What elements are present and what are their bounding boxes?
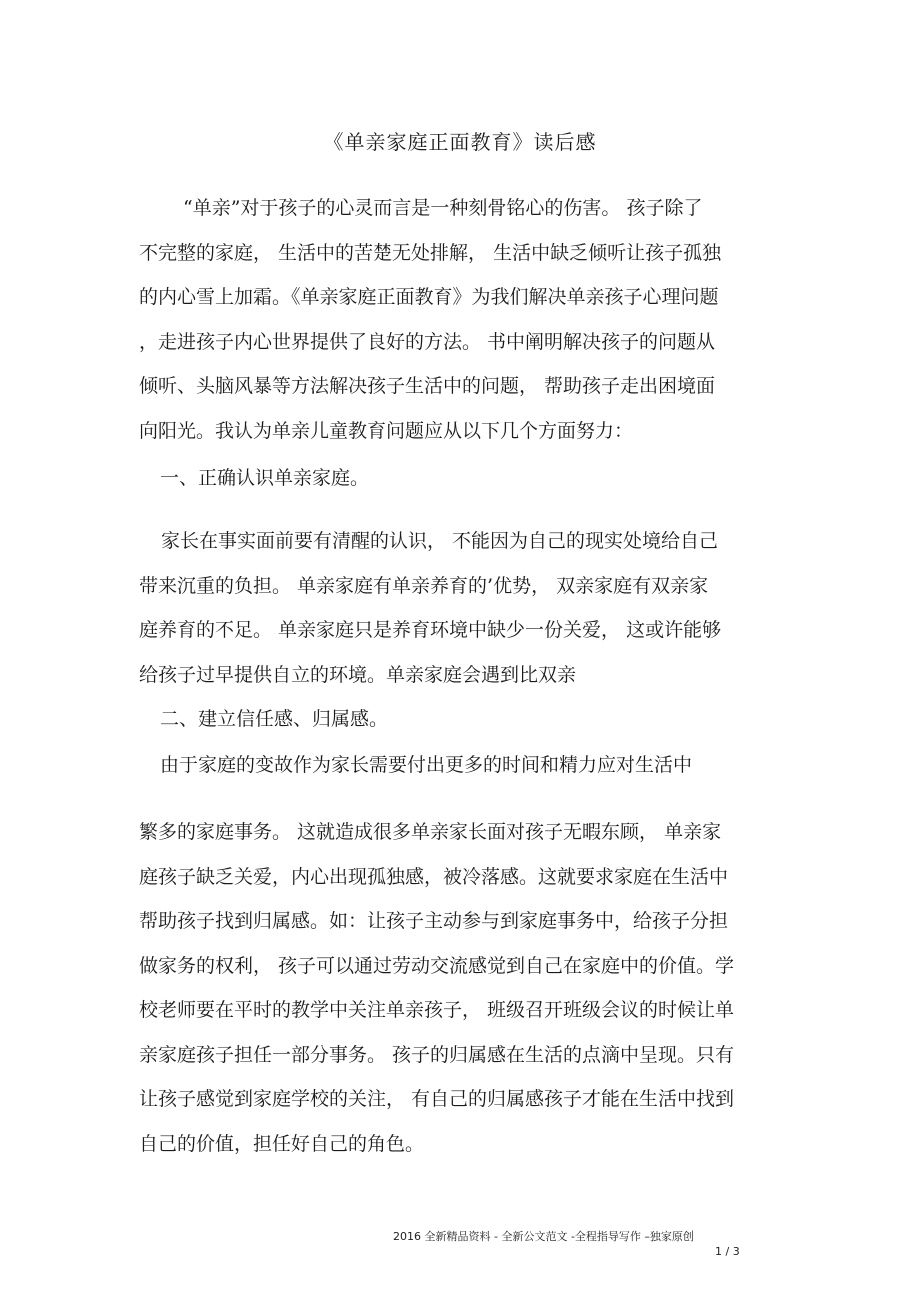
text-line: 繁多的家庭事务。 这就造成很多单亲家长面对孩子无暇东顾， 单亲家 bbox=[139, 821, 722, 843]
paragraph-2 bbox=[139, 519, 789, 697]
text-line: 给孩子过早提供自立的环境。单亲家庭会遇到比双亲 bbox=[139, 663, 577, 686]
text-line: 庭养育的不足。 单亲家庭只是养育环境中缺少一份关爱， 这或许能够 bbox=[139, 619, 722, 641]
paragraph-1 bbox=[139, 186, 789, 453]
paragraph-3: 由于家庭的变故作为家长需要付出更多的时间和精力应对生活中 bbox=[160, 754, 693, 776]
page-number: 1 / 3 bbox=[715, 1245, 740, 1258]
text-line: 倾听、头脑风暴等方法解决孩子生活中的问题， 帮助孩子走出困境面 bbox=[139, 375, 716, 397]
text-line: 带来沉重的负担。 单亲家庭有单亲养育的’优势， 双亲家庭有双亲家 bbox=[139, 574, 709, 597]
text-line: 让孩子感觉到家庭学校的关注， 有自己的归属感孩子才能在生活中找到 bbox=[139, 1088, 735, 1110]
text-line: 做家务的权利， 孩子可以通过劳动交流感觉到自己在家庭中的价值。学 bbox=[139, 954, 735, 977]
document-title: 《单亲家庭正面教育》读后感 bbox=[323, 130, 597, 154]
section-heading-1: 一、正确认识单亲家庭。 bbox=[160, 467, 370, 489]
text-line: 不完整的家庭， 生活中的苦楚无处排解， 生活中缺乏倾听让孩子孤独 bbox=[139, 241, 722, 264]
text-line: 帮助孩子找到归属感。如：让孩子主动参与到家庭事务中，给孩子分担 bbox=[139, 910, 729, 932]
text-line: 的内心雪上加霜。《单亲家庭正面教育》为我们解决单亲孩子心理问题 bbox=[139, 286, 719, 308]
text-line: “单亲”对于孩子的心灵而言是一种刻骨铭心的伤害。 孩子除了 bbox=[183, 197, 703, 219]
section-heading-2: 二、建立信任感、归属感。 bbox=[160, 708, 389, 730]
text-line: 亲家庭孩子担任一部分事务。 孩子的归属感在生活的点滴中呈现。只有 bbox=[139, 1043, 735, 1066]
paragraph-4 bbox=[139, 810, 789, 1166]
text-line: 家长在事实面前要有清醒的认识， 不能因为自己的现实处境给自己 bbox=[161, 530, 719, 552]
text-line: 校老师要在平时的教学中关注单亲孩子， 班级召开班级会议的时候让单 bbox=[139, 999, 735, 1021]
footer-text: 2016 全新精品资料 - 全新公文范文 -全程指导写作 –独家原创 bbox=[393, 1230, 694, 1243]
text-line: 庭孩子缺乏关爱，内心出现孤独感，被冷落感。这就要求家庭在生活中 bbox=[139, 865, 729, 888]
text-line: 自己的价值，担任好自己的角色。 bbox=[139, 1132, 425, 1155]
text-line: 向阳光。我认为单亲儿童教育问题应从以下几个方面努力： bbox=[139, 419, 634, 442]
text-line: ，走进孩子内心世界提供了良好的方法。 书中阐明解决孩子的问题从 bbox=[139, 330, 716, 353]
